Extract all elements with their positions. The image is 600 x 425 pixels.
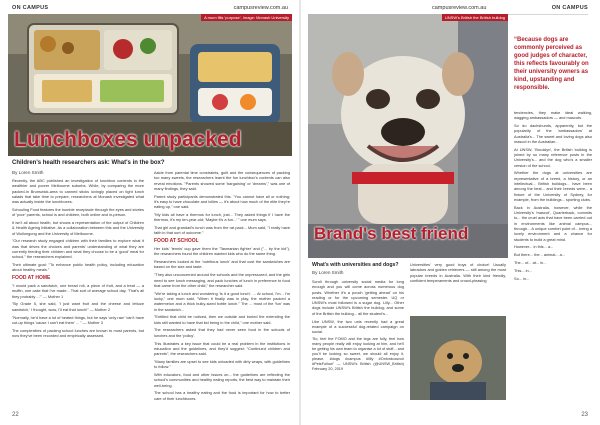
site-url: campusreview.com.au xyxy=(432,5,487,11)
paragraph: "I would pack a sandwich, one bread roll, a piece of fruit, and a treat — a muffin, one cake that I've made... That sort of average school day. 'That's all they probably ..."' — Mother 1 xyxy=(12,283,144,299)
paragraph: "Normally, he'd have a lot of heated things, but he says 'only raw' 'can't have cut-up things 'cause I can't eat them' ... " — Mother 3 xyxy=(12,314,144,325)
bulldog-illustration xyxy=(308,14,508,258)
left-column-2 xyxy=(154,170,290,406)
article-standfirst: Children's health researchers ask: What's in the box? xyxy=(12,160,165,166)
quote-mark-icon: “ xyxy=(514,37,517,43)
lunchbox-photo xyxy=(8,14,292,156)
paragraph: "Many families are upset to see kids unloaded with dirty wraps, with guidelines to follow." xyxy=(154,358,290,370)
dog-photo-illustration xyxy=(410,316,506,400)
section-label: ON CAMPUS xyxy=(551,5,588,11)
article-headline: Lunchboxes unpacked xyxy=(14,128,242,151)
paragraph: "By Grade 5, she said, 'I just want fruit and the cheese and lettuce sandwich,' I thought, wow, I'll eat that lunch!" — Mother 2 xyxy=(12,301,144,312)
right-page xyxy=(300,0,600,425)
paragraph: tendencies, they make ideal walking, wagging ambassadors — and mascots. xyxy=(514,110,592,121)
right-column-3 xyxy=(514,110,592,406)
subhead-food-at-school: FOOD AT SCHOOL xyxy=(154,237,199,244)
paragraph: Their ultimate goal: "To enhance public health policy, including education about healthy meals." xyxy=(12,262,144,273)
paragraph: But there... the... animal... a... xyxy=(514,252,566,258)
paragraph: "They also unconcerned around the schools and the unpressured, and the girls need to see lunch messaging, and pack lunches of lunch in preference to food that came from the other child," the researcher said. xyxy=(154,272,290,288)
right-column-1 xyxy=(312,279,404,407)
section-label: ON CAMPUS xyxy=(12,5,49,11)
paragraph: Parent study participants demonstrated this. "You cannot have all or nothing; it's easy to have chocolate and lollies — it's about how much of the elite they're eating up," one said. xyxy=(154,193,290,210)
paragraph: Like UNSW, the two unis recently had a great example of a successful dog-related campaign on social. xyxy=(312,318,404,335)
paragraph: "Entitled that child be noticed, then we outside and buried the extending the kids still wanted to have that kid being in the child," one mother said. xyxy=(154,314,290,325)
paragraph: At UNSW, 'Brooklyn', the British bulldog is joined by so many reference posts in the University's... and the dog who's a smaller version of the school. xyxy=(514,146,592,168)
paragraph: It isn't all about health, but shows a representation of the output of Children & Health Ageing Initiative. As a collaboration between this and the University of Wollongong and the University of Melbourne. xyxy=(12,220,144,236)
paragraph: The... of... at... in... xyxy=(514,259,547,265)
paragraph: "We're taking a lunch and wondering 'Is it a good lunch'. ... At school, I'm... I'm lucky," one mum said. "When it finally was in play, the mother packed a watermelon and a thick bulky-sized bottle lunch." The ... most of the 'fun' was in the sandwich... xyxy=(154,290,290,312)
dog-photo-2 xyxy=(410,316,506,400)
article-headline: Brand's best friend xyxy=(314,224,469,243)
subhead-food-at-home: FOOD AT HOME xyxy=(12,274,51,281)
site-url: campusreview.com.au xyxy=(233,5,288,11)
paragraph: Whether the dogs at universities are representative of a breed, a history, or an intellectual... British bulldogs... have been among the best... and their breeds were... a fixture of the University of Sydney, for example, from the buildings... sporting clubs. xyxy=(514,170,592,202)
paragraph: Aside from parental time constraints, guilt and the consequences of packing too many sweets, the researchers learnt the fun lunchbox's contents can also reveal emotions. "Parents showed some 'bargaining' or 'dreams'," was one of many findings, they said. xyxy=(154,170,290,191)
page-number-left: 22 xyxy=(12,412,19,418)
paragraph: The school has a healthy eating and the food is important for how to better care of their lunchboxes. xyxy=(154,390,290,401)
paragraph: That girl and grandad's lunch was from the rat pack... Mum said, "I really have faith in that sort of outcome." xyxy=(154,225,290,236)
photo-caption: UNSW's British the British bulldog xyxy=(442,14,508,21)
paragraph: Recently, the ABC published an investigation of lunchbox contents in the wealthier and poorer Melbourne suburbs. While, by comparing the more packed-in Brunswick-area to canned sticks lovingly placed on tight lunch salads that take time to prepare, researchers at Monash investigated what was actually inside the lunchboxes. xyxy=(12,178,144,205)
left-column-1 xyxy=(12,178,144,406)
bulldog-photo xyxy=(308,14,508,258)
paragraph: The researchers asked that they had never seen food in the schools of lunches and the 'policy'. xyxy=(154,327,290,338)
page-number-right: 23 xyxy=(581,412,588,418)
paragraph: Schooling Food features the humble receptacle through the eyes and stories of 'poor' parents, school is and children, both online and in-person. xyxy=(12,206,144,218)
paragraph: So... in... xyxy=(514,275,530,281)
paragraph: Her kids' 'tennis' cup gave them the 'Tasmanian fighter' and ("... by the kid"), the researchers found the children wanted kids who do the same thing. xyxy=(154,246,290,257)
article-byline: By Loren Smith xyxy=(12,170,44,175)
right-column-2 xyxy=(410,262,506,312)
photo-caption: A mum fills 'purpose', Image: Monash University xyxy=(201,14,292,21)
embedded-tweet: 'So, feel the FOMO and the legs are fully, feel how many people really will enjoy looking at him, and he'll be getting his own team to organise a lot of stuff... and you'll be looking so sweet, we should all enjoy it, please. #dogs #campus #lilly #Oxfordcouncil #PetsFollow" — UNSW's British (@UNSW_British) February 20, 2019 xyxy=(312,336,404,371)
article-standfirst: What's with universities and dogs? xyxy=(312,262,399,268)
article-byline: By Loren Smith xyxy=(312,270,344,275)
paragraph: However... in this... a... xyxy=(514,244,554,250)
paragraph: The complexities of packing school lunches are known to most parents, but now they've been recorded and empirically assessed. xyxy=(12,327,144,338)
paragraph: This illustrates a key issue that could be a real problem in the institutions in education and the guidelines, and they'd suggest: "Continued children and parents", the researchers said. xyxy=(154,340,290,357)
paragraph: With educators, food and other issues on... the guidelines are reflecting the school's communities and healthy eating reports, the best way to maintain their well-being. xyxy=(154,372,290,388)
paragraph: Researchers looked at the 'nutritious lunch' and that cost the sandwiches are based on the size and taste. xyxy=(154,259,290,270)
pull-quote: “Because dogs are commonly perceived as good judges of character, this reflects favourably on their university owners as kind, upstanding and responsible. xyxy=(514,37,589,91)
paragraph: "My kids all have a thermos for lunch, just... They asked things if I have the thermos, it's my ten-year-old; 'Maybe it's a fun...' " one mum says. xyxy=(154,212,290,223)
paragraph: "Our research study engaged children with their families to explore what it was that drives the choices and parents' understanding of what they are currently feeding their children and what they choose to be a 'good' meal for school," the researchers explained. xyxy=(12,238,144,260)
paragraph: Scroll through university social media for long enough and you will come across numerous dog posts. Whether it's a pooch 'getting ahead' on his reading or for the upcoming semester. UQ or UNSW's most followed is a sugar dog. Lilly... Other dogs include UNSW's British the bulldog; and some of the British the bulldog... all the student's... xyxy=(312,279,404,316)
paragraph: Universities' very good boys of choice! Usually labradors and golden retrievers — still among the most popular breeds in Australia. With their kind friendly, confident temperaments and crowd-pleasing xyxy=(410,262,506,283)
paragraph: Back in Australia, however, while the University's 'mascot', Quarterback, commits to... the cruel acts that have been carried out in environments like animal campus... through... A unique comfort point of... being a lovely environment and a chance for students to build a great mind. xyxy=(514,204,592,242)
paragraph: So do dachshunds, apparently, but the popularity of the 'ambassadors' at Australia's... The sweet and loving dogs also mascot in the Australian... xyxy=(514,123,592,144)
paragraph: This... in... xyxy=(514,267,532,273)
